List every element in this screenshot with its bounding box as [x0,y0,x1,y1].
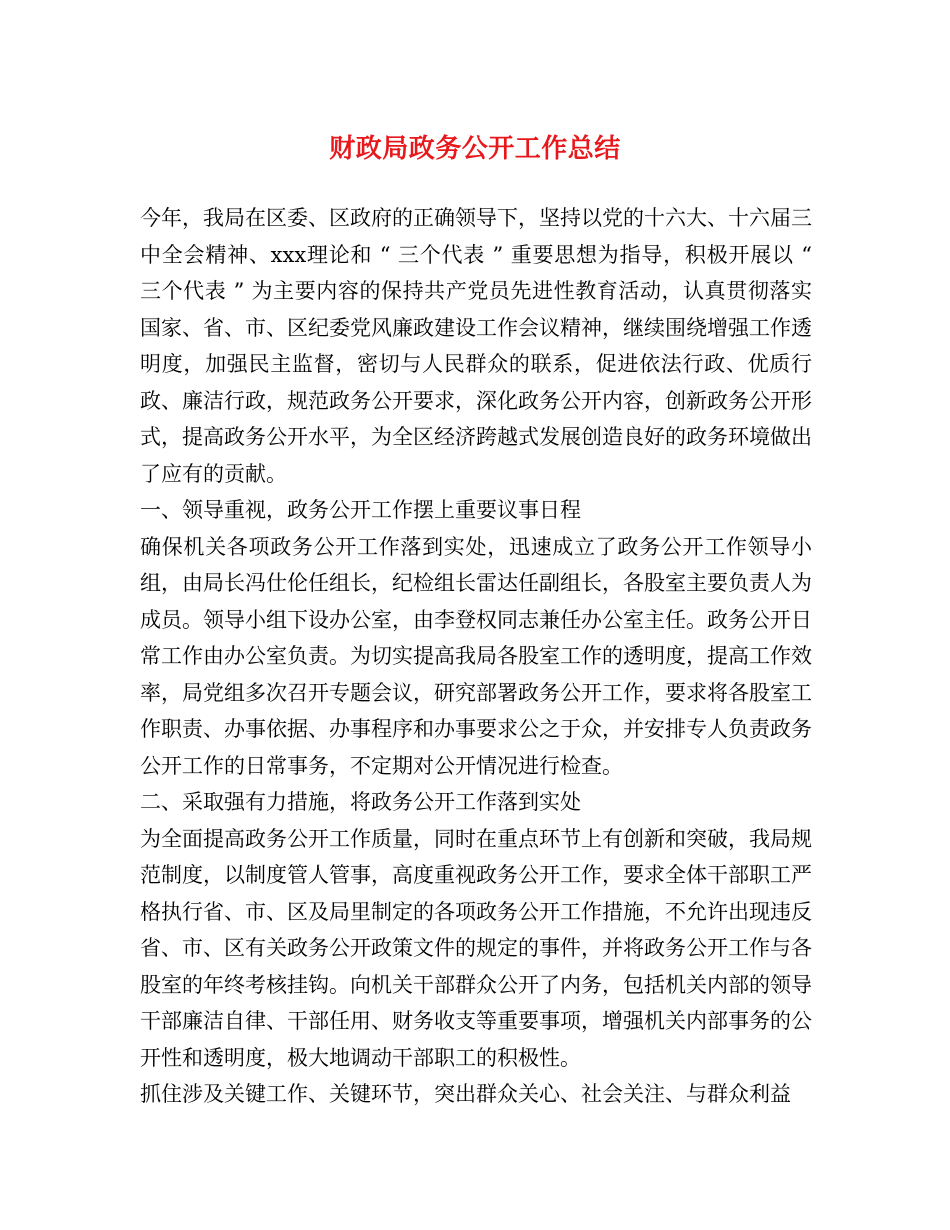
section-heading-2: 二、采取强有力措施，将政务公开工作落到实处 [140,790,581,814]
body-paragraph-section-1: 确保机关各项政务公开工作落到实处，迅速成立了政务公开工作领导小组，由局长冯仕伦任组长，纪检组长雷达任副组长，各股室主要负责人为成员。领导小组下设办公室，由李登权同志兼任办公室主任。政务公开日常工作由办公室负责。为切实提高我局各股室工作的透明度，提高工作效率，局党组多次召开专题会议，研究部署政务公开工作，要求将各股室工作职责、办事依据、办事程序和办事要求公之于众，并安排专人负责政务公开工作的日常事务，不定期对公开情况进行检查。 [140,534,812,778]
body-paragraph-continued: 抓住涉及关键工作、关键环节，突出群众关心、社会关注、与群众利益 [140,1082,791,1106]
document-title: 财政局政务公开工作总结 [329,134,621,164]
document-body [140,200,812,1113]
body-paragraph-intro: 今年，我局在区委、区政府的正确领导下，坚持以党的十六大、十六届三中全会精神、xxx理论和 “ 三个代表 ” 重要思想为指导，积极开展以 “ 三个代表 ” 为主要内容的保持共产党员先进性教育活动，认真贯彻落实国家、省、市、区纪委党风廉政建设工作会议精神，继续围绕增强工作透明度，加强民主监督，密切与人民群众的联系，促进依法行政、优质行政、廉洁行政，规范政务公开要求，深化政务公开内容，创新政务公开形式，提高政务公开水平，为全区经济跨越式发展创造良好的政务环境做出了应有的贡献。 [140,206,812,486]
body-paragraph-section-2: 为全面提高政务公开工作质量，同时在重点环节上有创新和突破，我局规范制度，以制度管人管事，高度重视政务公开工作，要求全体干部职工严格执行省、市、区及局里制定的各项政务公开工作措施，不允许出现违反省、市、区有关政务公开政策文件的规定的事件，并将政务公开工作与各股室的年终考核挂钩。向机关干部群众公开了内务，包括机关内部的领导干部廉洁自律、干部任用、财务收支等重要事项，增强机关内部事务的公开性和透明度，极大地调动干部职工的积极性。 [140,826,812,1070]
section-heading-1: 一、领导重视，政务公开工作摆上重要议事日程 [140,498,581,522]
